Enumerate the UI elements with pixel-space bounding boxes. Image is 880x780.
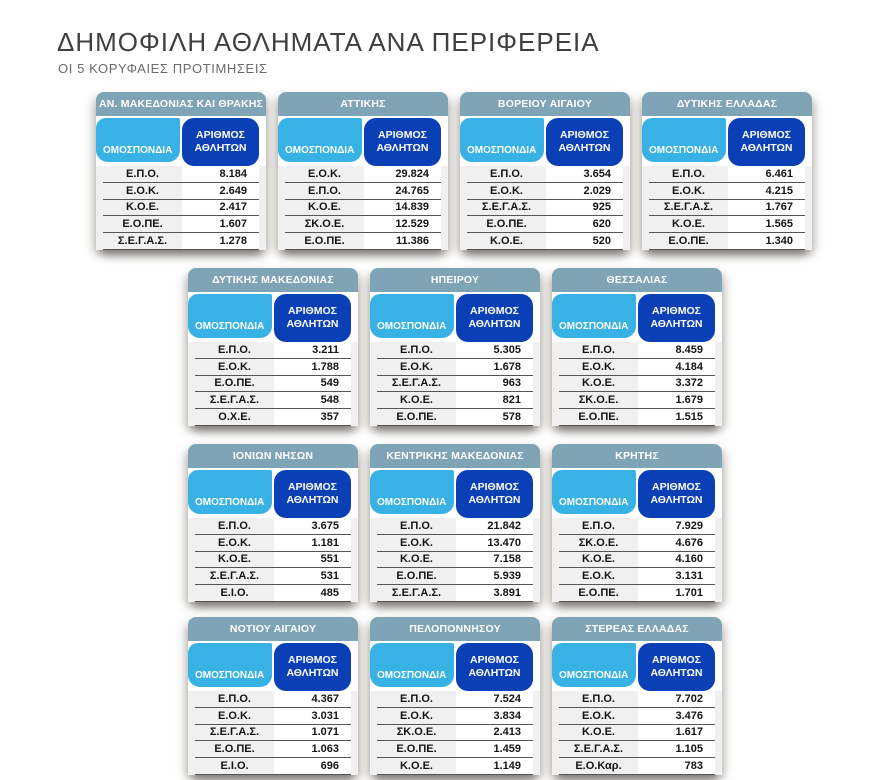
athletes-count-cell: 5.939: [493, 570, 521, 583]
athletes-count-cell: 1.063: [311, 743, 339, 756]
athletes-count-cell: 549: [320, 377, 339, 390]
federation-cell: Ε.Π.Ο.: [399, 692, 433, 705]
table-row: [559, 359, 715, 376]
table-row: [377, 409, 533, 426]
athletes-count-cell: 963: [502, 377, 521, 390]
federation-cell: Ε.Ι.Ο.: [220, 587, 249, 600]
region-title: ΝΟΤΙΟΥ ΑΙΓΑΙΟΥ: [188, 617, 358, 641]
athletes-count-cell: 620: [592, 218, 611, 231]
federation-cell: Ε.Ο.Κ.: [671, 184, 705, 197]
table-row: [649, 166, 805, 183]
federation-cell: ΣΚ.Ο.Ε.: [578, 536, 619, 549]
table-body: [188, 342, 358, 426]
athletes-count-cell: 1.679: [675, 394, 703, 407]
table-row: [467, 216, 623, 233]
table-row: [467, 200, 623, 217]
table-body: [96, 166, 266, 250]
athletes-count-cell: 4.215: [765, 184, 793, 197]
federation-cell: Ε.Ο.ΠΕ.: [578, 587, 619, 600]
athletes-count-cell: 3.476: [675, 709, 703, 722]
federation-cell: Ε.Ο.Κ.: [217, 709, 251, 722]
athletes-count-cell: 4.160: [675, 553, 703, 566]
region-title: ΘΕΣΣΑΛΙΑΣ: [552, 268, 722, 292]
athletes-column-header: ΑΡΙΘΜΟΣ ΑΘΛΗΤΩΝ: [456, 643, 533, 691]
federation-cell: Ε.Ο.ΠΕ.: [396, 411, 437, 424]
table-row: [559, 518, 715, 535]
federation-cell: Σ.Ε.Γ.Α.Σ.: [663, 201, 714, 214]
athletes-count-cell: 7.929: [675, 519, 703, 532]
athletes-count-cell: 925: [592, 201, 611, 214]
table-row: [195, 568, 351, 585]
federation-cell: Κ.Ο.Ε.: [307, 201, 341, 214]
table-row: [467, 183, 623, 200]
table-row: [103, 233, 259, 250]
athletes-count-cell: 3.654: [583, 167, 611, 180]
federation-column-header: ΟΜΟΣΠΟΝΔΙΑ: [552, 643, 636, 687]
table-row: [103, 183, 259, 200]
athletes-count-cell: 7.158: [493, 553, 521, 566]
cards-row-2: [188, 268, 722, 426]
athletes-count-cell: 7.524: [493, 692, 521, 705]
federation-column-header: ΟΜΟΣΠΟΝΔΙΑ: [188, 470, 272, 514]
federation-column-header: ΟΜΟΣΠΟΝΔΙΑ: [278, 118, 362, 162]
athletes-count-cell: 1.181: [311, 536, 339, 549]
region-table-card: [370, 444, 540, 602]
athletes-count-cell: 2.417: [219, 201, 247, 214]
table-row: [195, 758, 351, 775]
table-body: [370, 342, 540, 426]
table-row: [103, 166, 259, 183]
table-row: [195, 518, 351, 535]
table-body: [278, 166, 448, 250]
federation-cell: Ε.Ο.Κ.: [581, 709, 615, 722]
federation-cell: Ε.Π.Ο.: [399, 519, 433, 532]
federation-cell: Σ.Ε.Γ.Α.Σ.: [573, 743, 624, 756]
table-row: [195, 552, 351, 569]
table-row: [285, 233, 441, 250]
table-row: [559, 568, 715, 585]
athletes-count-cell: 3.675: [311, 519, 339, 532]
table-row: [559, 758, 715, 775]
athletes-count-cell: 783: [684, 760, 703, 773]
athletes-count-cell: 29.824: [395, 167, 429, 180]
federation-cell: Ε.Ο.Κ.: [399, 536, 433, 549]
region-title: ΙΟΝΙΩΝ ΝΗΣΩΝ: [188, 444, 358, 468]
region-table-card: [460, 92, 630, 250]
federation-cell: Κ.Ο.Ε.: [581, 377, 615, 390]
region-table-card: [642, 92, 812, 250]
athletes-column-header: ΑΡΙΘΜΟΣ ΑΘΛΗΤΩΝ: [546, 118, 623, 166]
table-row: [195, 376, 351, 393]
region-table-card: [188, 444, 358, 602]
region-table-card: [370, 617, 540, 775]
athletes-count-cell: 1.701: [675, 587, 703, 600]
federation-cell: Ε.Ο.Κ.: [125, 184, 159, 197]
athletes-count-cell: 4.367: [311, 692, 339, 705]
federation-cell: Κ.Ο.Ε.: [217, 553, 251, 566]
table-row: [377, 585, 533, 602]
federation-cell: Ε.Π.Ο.: [307, 184, 341, 197]
federation-cell: Ε.Π.Ο.: [399, 343, 433, 356]
athletes-column-header: ΑΡΙΘΜΟΣ ΑΘΛΗΤΩΝ: [274, 294, 351, 342]
federation-cell: Ε.Ο.ΠΕ.: [578, 411, 619, 424]
athletes-count-cell: 1.788: [311, 360, 339, 373]
table-row: [559, 585, 715, 602]
federation-cell: Ο.Χ.Ε.: [218, 411, 251, 424]
table-row: [377, 376, 533, 393]
athletes-count-cell: 1.565: [765, 218, 793, 231]
region-title: ΚΕΝΤΡΙΚΗΣ ΜΑΚΕΔΟΝΙΑΣ: [370, 444, 540, 468]
athletes-count-cell: 8.459: [675, 343, 703, 356]
region-table-card: [552, 617, 722, 775]
federation-column-header: ΟΜΟΣΠΟΝΔΙΑ: [188, 643, 272, 687]
table-body: [552, 342, 722, 426]
federation-cell: Σ.Ε.Γ.Α.Σ.: [391, 377, 442, 390]
federation-cell: Ε.Π.Ο.: [671, 167, 705, 180]
athletes-count-cell: 3.834: [493, 709, 521, 722]
federation-column-header: ΟΜΟΣΠΟΝΔΙΑ: [460, 118, 544, 162]
table-row: [649, 183, 805, 200]
federation-cell: Ε.Ο.Κ.: [217, 360, 251, 373]
athletes-count-cell: 1.678: [493, 360, 521, 373]
table-row: [559, 725, 715, 742]
region-table-card: [552, 268, 722, 426]
region-title: ΑΤΤΙΚΗΣ: [278, 92, 448, 116]
federation-cell: Ε.Π.Ο.: [217, 343, 251, 356]
athletes-count-cell: 1.515: [675, 411, 703, 424]
table-row: [195, 409, 351, 426]
athletes-count-cell: 1.459: [493, 743, 521, 756]
federation-cell: Κ.Ο.Ε.: [399, 760, 433, 773]
federation-cell: Ε.Π.Ο.: [489, 167, 523, 180]
federation-cell: Ε.Ο.Κ.: [399, 360, 433, 373]
federation-cell: Ε.Ο.Κ.: [581, 570, 615, 583]
federation-cell: Ε.Ο.Κ.: [581, 360, 615, 373]
federation-cell: Κ.Ο.Ε.: [399, 394, 433, 407]
table-row: [559, 708, 715, 725]
athletes-column-header: ΑΡΙΘΜΟΣ ΑΘΛΗΤΩΝ: [638, 643, 715, 691]
athletes-count-cell: 3.131: [675, 570, 703, 583]
table-row: [649, 216, 805, 233]
table-row: [377, 342, 533, 359]
table-row: [195, 359, 351, 376]
athletes-count-cell: 357: [320, 411, 339, 424]
federation-cell: Ε.Ο.ΠΕ.: [486, 218, 527, 231]
federation-cell: ΣΚ.Ο.Ε.: [304, 218, 345, 231]
athletes-count-cell: 548: [320, 394, 339, 407]
federation-column-header: ΟΜΟΣΠΟΝΔΙΑ: [370, 294, 454, 338]
table-row: [559, 376, 715, 393]
athletes-column-header: ΑΡΙΘΜΟΣ ΑΘΛΗΤΩΝ: [274, 643, 351, 691]
table-row: [195, 741, 351, 758]
federation-cell: ΣΚ.Ο.Ε.: [396, 726, 437, 739]
federation-cell: Ε.Ο.ΠΕ.: [122, 218, 163, 231]
federation-cell: Σ.Ε.Γ.Α.Σ.: [209, 570, 260, 583]
table-row: [285, 166, 441, 183]
table-row: [195, 725, 351, 742]
athletes-count-cell: 531: [320, 570, 339, 583]
table-row: [377, 725, 533, 742]
federation-cell: Ε.Ο.Κ.: [217, 536, 251, 549]
table-body: [552, 691, 722, 775]
athletes-count-cell: 4.676: [675, 536, 703, 549]
table-row: [559, 392, 715, 409]
athletes-count-cell: 4.184: [675, 360, 703, 373]
region-title: ΔΥΤΙΚΗΣ ΜΑΚΕΔΟΝΙΑΣ: [188, 268, 358, 292]
federation-cell: Ε.Ο.Καρ.: [575, 760, 622, 773]
athletes-count-cell: 1.278: [219, 235, 247, 248]
table-row: [285, 216, 441, 233]
federation-cell: Ε.Π.Ο.: [217, 519, 251, 532]
table-row: [195, 342, 351, 359]
table-body: [188, 518, 358, 602]
page-subtitle: ΟΙ 5 ΚΟΡΥΦΑΙΕΣ ΠΡΟΤΙΜΗΣΕΙΣ: [58, 60, 268, 76]
table-body: [460, 166, 630, 250]
table-body: [370, 691, 540, 775]
table-row: [649, 200, 805, 217]
region-title: ΚΡΗΤΗΣ: [552, 444, 722, 468]
athletes-count-cell: 1.105: [675, 743, 703, 756]
page-title: ΔΗΜΟΦΙΛΗ ΑΘΛΗΜΑΤΑ ΑΝΑ ΠΕΡΙΦΕΡΕΙΑ: [57, 27, 600, 57]
federation-column-header: ΟΜΟΣΠΟΝΔΙΑ: [370, 470, 454, 514]
table-row: [377, 359, 533, 376]
table-row: [195, 585, 351, 602]
table-row: [285, 200, 441, 217]
table-row: [103, 216, 259, 233]
table-row: [377, 758, 533, 775]
table-row: [377, 392, 533, 409]
federation-cell: Κ.Ο.Ε.: [581, 726, 615, 739]
table-row: [377, 552, 533, 569]
federation-cell: Ε.Ο.ΠΕ.: [214, 743, 255, 756]
federation-cell: ΣΚ.Ο.Ε.: [578, 394, 619, 407]
table-row: [559, 552, 715, 569]
athletes-column-header: ΑΡΙΘΜΟΣ ΑΘΛΗΤΩΝ: [638, 294, 715, 342]
athletes-column-header: ΑΡΙΘΜΟΣ ΑΘΛΗΤΩΝ: [728, 118, 805, 166]
federation-cell: Σ.Ε.Γ.Α.Σ.: [209, 394, 260, 407]
cards-row-3: [188, 444, 722, 602]
table-row: [559, 409, 715, 426]
federation-column-header: ΟΜΟΣΠΟΝΔΙΑ: [552, 294, 636, 338]
federation-cell: Ε.Ο.ΠΕ.: [304, 235, 345, 248]
table-row: [377, 568, 533, 585]
region-table-card: [370, 268, 540, 426]
masthead: [57, 28, 600, 76]
federation-cell: Σ.Ε.Γ.Α.Σ.: [117, 235, 168, 248]
table-row: [377, 741, 533, 758]
table-row: [559, 342, 715, 359]
federation-cell: Ε.Ο.ΠΕ.: [396, 570, 437, 583]
region-title: ΠΕΛΟΠΟΝΝΗΣΟΥ: [370, 617, 540, 641]
federation-column-header: ΟΜΟΣΠΟΝΔΙΑ: [370, 643, 454, 687]
federation-cell: Σ.Ε.Γ.Α.Σ.: [209, 726, 260, 739]
athletes-count-cell: 1.149: [493, 760, 521, 773]
federation-cell: Κ.Ο.Ε.: [125, 201, 159, 214]
athletes-count-cell: 1.607: [219, 218, 247, 231]
cards-row-1: [96, 92, 812, 250]
federation-column-header: ΟΜΟΣΠΟΝΔΙΑ: [188, 294, 272, 338]
athletes-column-header: ΑΡΙΘΜΟΣ ΑΘΛΗΤΩΝ: [638, 470, 715, 518]
region-title: ΔΥΤΙΚΗΣ ΕΛΛΑΔΑΣ: [642, 92, 812, 116]
federation-column-header: ΟΜΟΣΠΟΝΔΙΑ: [96, 118, 180, 162]
region-table-card: [278, 92, 448, 250]
table-body: [370, 518, 540, 602]
table-row: [285, 183, 441, 200]
athletes-column-header: ΑΡΙΘΜΟΣ ΑΘΛΗΤΩΝ: [274, 470, 351, 518]
athletes-count-cell: 1.767: [765, 201, 793, 214]
table-body: [642, 166, 812, 250]
athletes-count-cell: 2.413: [493, 726, 521, 739]
federation-cell: Ε.Ι.Ο.: [220, 760, 249, 773]
athletes-count-cell: 3.372: [675, 377, 703, 390]
federation-cell: Ε.Ο.Κ.: [399, 709, 433, 722]
table-row: [377, 518, 533, 535]
athletes-count-cell: 3.891: [493, 587, 521, 600]
athletes-count-cell: 3.031: [311, 709, 339, 722]
athletes-count-cell: 1.617: [675, 726, 703, 739]
athletes-count-cell: 7.702: [675, 692, 703, 705]
region-table-card: [552, 444, 722, 602]
federation-cell: Ε.Π.Ο.: [125, 167, 159, 180]
table-row: [649, 233, 805, 250]
table-row: [467, 233, 623, 250]
athletes-column-header: ΑΡΙΘΜΟΣ ΑΘΛΗΤΩΝ: [456, 294, 533, 342]
federation-cell: Ε.Π.Ο.: [581, 343, 615, 356]
table-row: [195, 708, 351, 725]
table-row: [195, 691, 351, 708]
federation-column-header: ΟΜΟΣΠΟΝΔΙΑ: [642, 118, 726, 162]
region-title: ΣΤΕΡΕΑΣ ΕΛΛΑΔΑΣ: [552, 617, 722, 641]
table-row: [195, 535, 351, 552]
cards-row-4: [188, 617, 722, 775]
region-table-card: [96, 92, 266, 250]
table-body: [552, 518, 722, 602]
federation-cell: Ε.Ο.ΠΕ.: [396, 743, 437, 756]
table-row: [559, 535, 715, 552]
athletes-count-cell: 12.529: [395, 218, 429, 231]
federation-cell: Κ.Ο.Ε.: [489, 235, 523, 248]
athletes-count-cell: 13.470: [487, 536, 521, 549]
federation-cell: Ε.Ο.Κ.: [489, 184, 523, 197]
athletes-column-header: ΑΡΙΘΜΟΣ ΑΘΛΗΤΩΝ: [456, 470, 533, 518]
athletes-count-cell: 21.842: [487, 519, 521, 532]
table-row: [103, 200, 259, 217]
region-table-card: [188, 268, 358, 426]
federation-cell: Σ.Ε.Γ.Α.Σ.: [481, 201, 532, 214]
athletes-count-cell: 3.211: [312, 343, 339, 356]
federation-cell: Κ.Ο.Ε.: [581, 553, 615, 566]
federation-cell: Ε.Ο.Κ.: [307, 167, 341, 180]
athletes-count-cell: 2.649: [219, 184, 247, 197]
athletes-count-cell: 11.386: [395, 235, 429, 248]
table-row: [377, 691, 533, 708]
athletes-count-cell: 1.340: [765, 235, 793, 248]
athletes-column-header: ΑΡΙΘΜΟΣ ΑΘΛΗΤΩΝ: [364, 118, 441, 166]
federation-cell: Ε.Π.Ο.: [581, 519, 615, 532]
federation-cell: Ε.Ο.ΠΕ.: [668, 235, 709, 248]
table-row: [559, 741, 715, 758]
athletes-count-cell: 24.765: [395, 184, 429, 197]
table-row: [195, 392, 351, 409]
athletes-column-header: ΑΡΙΘΜΟΣ ΑΘΛΗΤΩΝ: [182, 118, 259, 166]
athletes-count-cell: 578: [502, 411, 521, 424]
athletes-count-cell: 8.184: [219, 167, 247, 180]
athletes-count-cell: 520: [592, 235, 611, 248]
federation-cell: Κ.Ο.Ε.: [399, 553, 433, 566]
region-title: ΑΝ. ΜΑΚΕΔΟΝΙΑΣ ΚΑΙ ΘΡΑΚΗΣ: [96, 92, 266, 116]
athletes-count-cell: 821: [502, 394, 521, 407]
federation-cell: Ε.Π.Ο.: [217, 692, 251, 705]
region-title: ΗΠΕΙΡΟΥ: [370, 268, 540, 292]
federation-cell: Κ.Ο.Ε.: [671, 218, 705, 231]
federation-cell: Ε.Π.Ο.: [581, 692, 615, 705]
region-title: ΒΟΡΕΙΟΥ ΑΙΓΑΙΟΥ: [460, 92, 630, 116]
federation-cell: Ε.Ο.ΠΕ.: [214, 377, 255, 390]
athletes-count-cell: 2.029: [583, 184, 611, 197]
table-row: [377, 535, 533, 552]
athletes-count-cell: 551: [320, 553, 339, 566]
athletes-count-cell: 6.461: [765, 167, 793, 180]
athletes-count-cell: 696: [320, 760, 339, 773]
athletes-count-cell: 14.839: [395, 201, 429, 214]
athletes-count-cell: 1.071: [311, 726, 339, 739]
federation-cell: Σ.Ε.Γ.Α.Σ.: [391, 587, 442, 600]
athletes-count-cell: 5.305: [493, 343, 521, 356]
table-body: [188, 691, 358, 775]
table-row: [377, 708, 533, 725]
table-row: [467, 166, 623, 183]
table-row: [559, 691, 715, 708]
region-table-card: [188, 617, 358, 775]
federation-column-header: ΟΜΟΣΠΟΝΔΙΑ: [552, 470, 636, 514]
athletes-count-cell: 485: [320, 587, 339, 600]
